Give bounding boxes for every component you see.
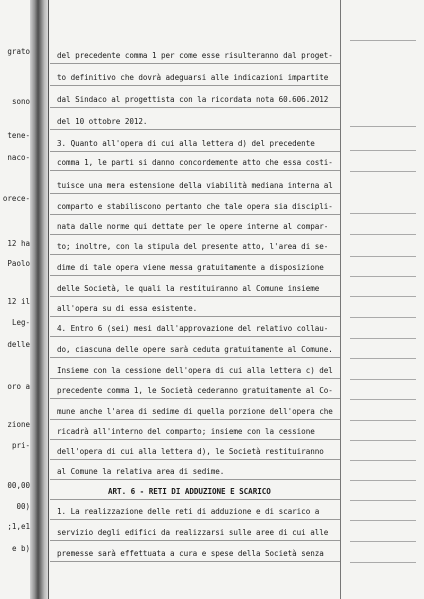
text-rule [50,214,340,215]
margin-note: delle [7,340,30,349]
blank-rule [350,379,416,380]
text-line: del 10 ottobre 2012. [57,117,148,126]
text-line: dal Sindaco al progettista con la ricordata nota 60.606.2012 [57,95,329,104]
margin-note: 00,00 [7,481,30,490]
text-line: premesse sarà effettuata a cura e spese della Società senza [57,549,324,558]
margin-note: e b) [11,544,30,553]
text-line: al Comune la relativa area di sedime. [57,467,225,476]
text-rule [50,378,340,379]
text-line: 3. Quanto all'opera di cui alla lettera d) del precedente [57,139,315,148]
article-heading: ART. 6 - RETI DI ADDUZIONE E SCARICO [108,487,271,496]
right-margin-line [340,0,341,599]
text-rule [50,129,340,130]
blank-rule [350,296,416,297]
blank-rule [350,317,416,318]
text-rule [50,275,340,276]
text-line: tuisce una mera estensione della viabilità mediana interna al [57,181,333,190]
margin-note: 12 ha [7,239,30,248]
blank-rule [350,520,416,521]
margin-note: pri- [11,441,30,450]
text-line: delle Società, le quali la restituiranno al Comune insieme [57,284,320,293]
blank-rule [350,562,416,563]
margin-note: 12 il [7,297,30,306]
text-rule [50,296,340,297]
text-line: servizio degli edifici da realizzarsi sulle aree di cui alle [57,528,329,537]
margin-note: zione [7,420,30,429]
text-line: precedente comma 1, le Società cederanno gratuitamente al Co- [57,386,333,395]
text-line: all'opera su di essa esistente. [57,304,198,313]
margin-note: orece- [2,194,30,203]
text-rule [50,151,340,152]
blank-rule [350,541,416,542]
margin-note: 00) [16,502,30,511]
blank-rule [350,338,416,339]
text-rule [50,63,340,64]
margin-note: sono [11,97,30,106]
text-rule [50,519,340,520]
text-rule [50,419,340,420]
text-line: 4. Entro 6 (sei) mesi dall'approvazione del relativo collau- [57,324,329,333]
blank-rule [350,150,416,151]
text-rule [50,336,340,337]
text-rule [50,193,340,194]
text-line: dime di tale opera viene messa gratuitamente a disposizione [57,263,324,272]
text-rule [50,439,340,440]
text-line: Insieme con la cessione dell'opera di cui alla lettera c) del [57,366,333,375]
blank-rule [350,276,416,277]
blank-rule [350,460,416,461]
blank-rule [350,500,416,501]
text-rule [50,254,340,255]
text-line: 1. La realizzazione delle reti di adduzione e di scarico a [57,507,320,516]
blank-rule [350,234,416,235]
text-rule [50,398,340,399]
text-rule [50,234,340,235]
text-rule [50,540,340,541]
text-line: dell'opera di cui alla lettera d), le Società restituiranno [57,447,324,456]
text-line: do, ciascuna delle opere sarà ceduta gratuitamente al Comune. [57,345,333,354]
text-line: ricadrà all'interno del comparto; insieme con la cessione [57,427,315,436]
text-line: del precedente comma 1 per come esse risulteranno dal proget- [57,51,333,60]
margin-note: oro a [7,382,30,391]
margin-note: grato [7,47,30,56]
margin-note: naco- [7,153,30,162]
text-line: comma 1, le parti si danno concordemente atto che essa costi- [57,158,333,167]
text-line: mune anche l'area di sedime di quella porzione dell'opera che [57,407,333,416]
text-line: comparto e stabiliscono pertanto che tale opera sia discipli- [57,202,333,211]
blank-rule [350,420,416,421]
blank-rule [350,480,416,481]
margin-note: Leg- [11,318,30,327]
margin-note: tene- [7,131,30,140]
text-rule [50,479,340,480]
blank-rule [350,256,416,257]
blank-rule [350,399,416,400]
binding-edge [48,0,49,599]
text-rule [50,459,340,460]
blank-rule [350,126,416,127]
text-rule [50,561,340,562]
text-rule [50,107,340,108]
blank-rule [350,358,416,359]
blank-rule [350,171,416,172]
binding-shadow [30,0,48,599]
text-line: to; inoltre, con la stipula del presente atto, l'area di se- [57,242,329,251]
blank-rule [350,213,416,214]
blank-rule [350,40,416,41]
text-rule [50,170,340,171]
margin-note: Paolo [7,259,30,268]
blank-rule [350,440,416,441]
text-line: to definitivo che dovrà adeguarsi alle indicazioni impartite [57,73,329,82]
text-line: nata dalle norme qui dettate per le opere interne al compar- [57,222,329,231]
text-rule [50,85,340,86]
text-rule [50,357,340,358]
margin-note: ;1,e1 [7,522,30,531]
text-rule [50,316,340,317]
text-rule [50,499,340,500]
